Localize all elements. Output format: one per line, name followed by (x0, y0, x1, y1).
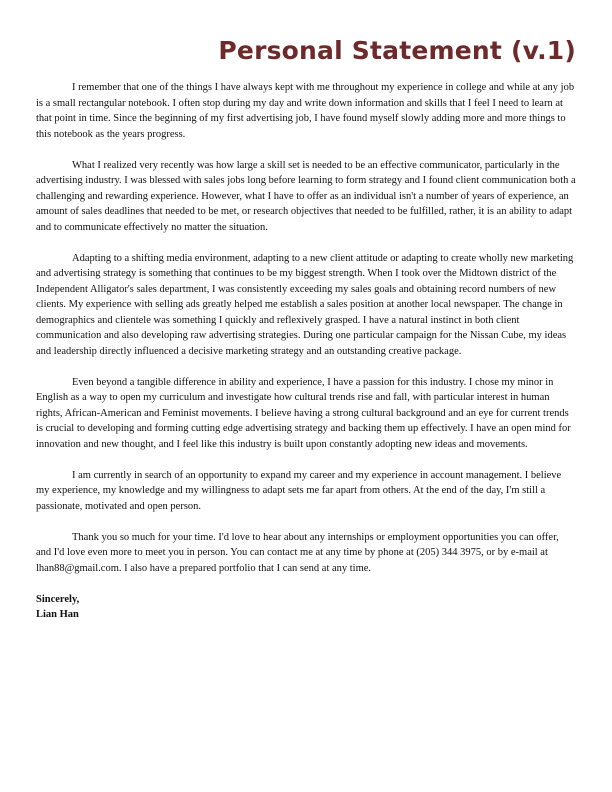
letter-body (36, 80, 576, 623)
paragraph-thank-you: Thank you so much for your time. I'd love to hear about any internships or employment opportunities you can offer, and I'd love even more to meet you in person. You can contact me at any time by phone at (205) 344 3975, or by e-mail at lhan88@gmail.com. I also have a prepared portfolio that I can send at any time. (36, 531, 559, 574)
paragraph-adapting: Adapting to a shifting media environment, adapting to a new client attitude or adapting to create wholly new marketing and advertising strategy is something that continues to be my biggest strength. When I took over the Midtown district of the Independent Alligator's sales department, I was consistently exceeding my sales goals and obtaining record numbers of new clients. My experience with selling ads greatly helped me establish a sales position at another local newspaper. The change in demographics and clientele was something I quickly and reflexively grasped. I have a natural instinct in both client communication and also developing raw advertising strategies. During one particular campaign for the Nissan Cube, my ideas and leadership directly influenced a decisive marketing strategy and an outstanding creative package. (36, 252, 574, 357)
closing-salutation: Sincerely, (36, 593, 80, 605)
paragraph-passion: Even beyond a tangible difference in ability and experience, I have a passion for this industry. I chose my minor in English as a way to open my curriculum and investigate how cultural trends rise and fall, with particular interest in human rights, African-American and Feminist movements. I believe having a strong cultural background and an eye for current trends is crucial to developing and forming cutting edge advertising strategy and backing them up effectively. I have an open mind for innovation and new thought, and I feel like this industry is built upon constantly adopting new ideas and movements. (36, 376, 571, 450)
paragraph-skill-set: What I realized very recently was how large a skill set is needed to be an effective communicator, particularly in the advertising industry. I was blessed with sales jobs long before learning to form strategy and I found client communication both a challenging and rewarding experience. However, what I have to offer as an individual isn't a number of years of experience, an amount of sales deadlines that needed to be met, or research objectives that needed to be fulfilled, rather, it is an ability to adapt and to communicate effectively no matter the situation. (36, 159, 576, 233)
paragraph-opportunity: I am currently in search of an opportunity to expand my career and my experience in account management. I believe my experience, my knowledge and my willingness to adapt sets me far apart from others. At the end of the day, I'm still a passionate, motivated and open person. (36, 469, 562, 512)
document-title: Personal Statement (v.1) (218, 36, 576, 65)
paragraph-notebook: I remember that one of the things I have always kept with me throughout my experience in college and while at any job is a small rectangular notebook. I often stop during my day and write down information and skills that I feel I need to learn at that point in time. Since the beginning of my first advertising job, I have found myself slowly adding more and more things to this notebook as the years progress. (36, 82, 575, 140)
signature-name: Lian Han (36, 609, 79, 620)
